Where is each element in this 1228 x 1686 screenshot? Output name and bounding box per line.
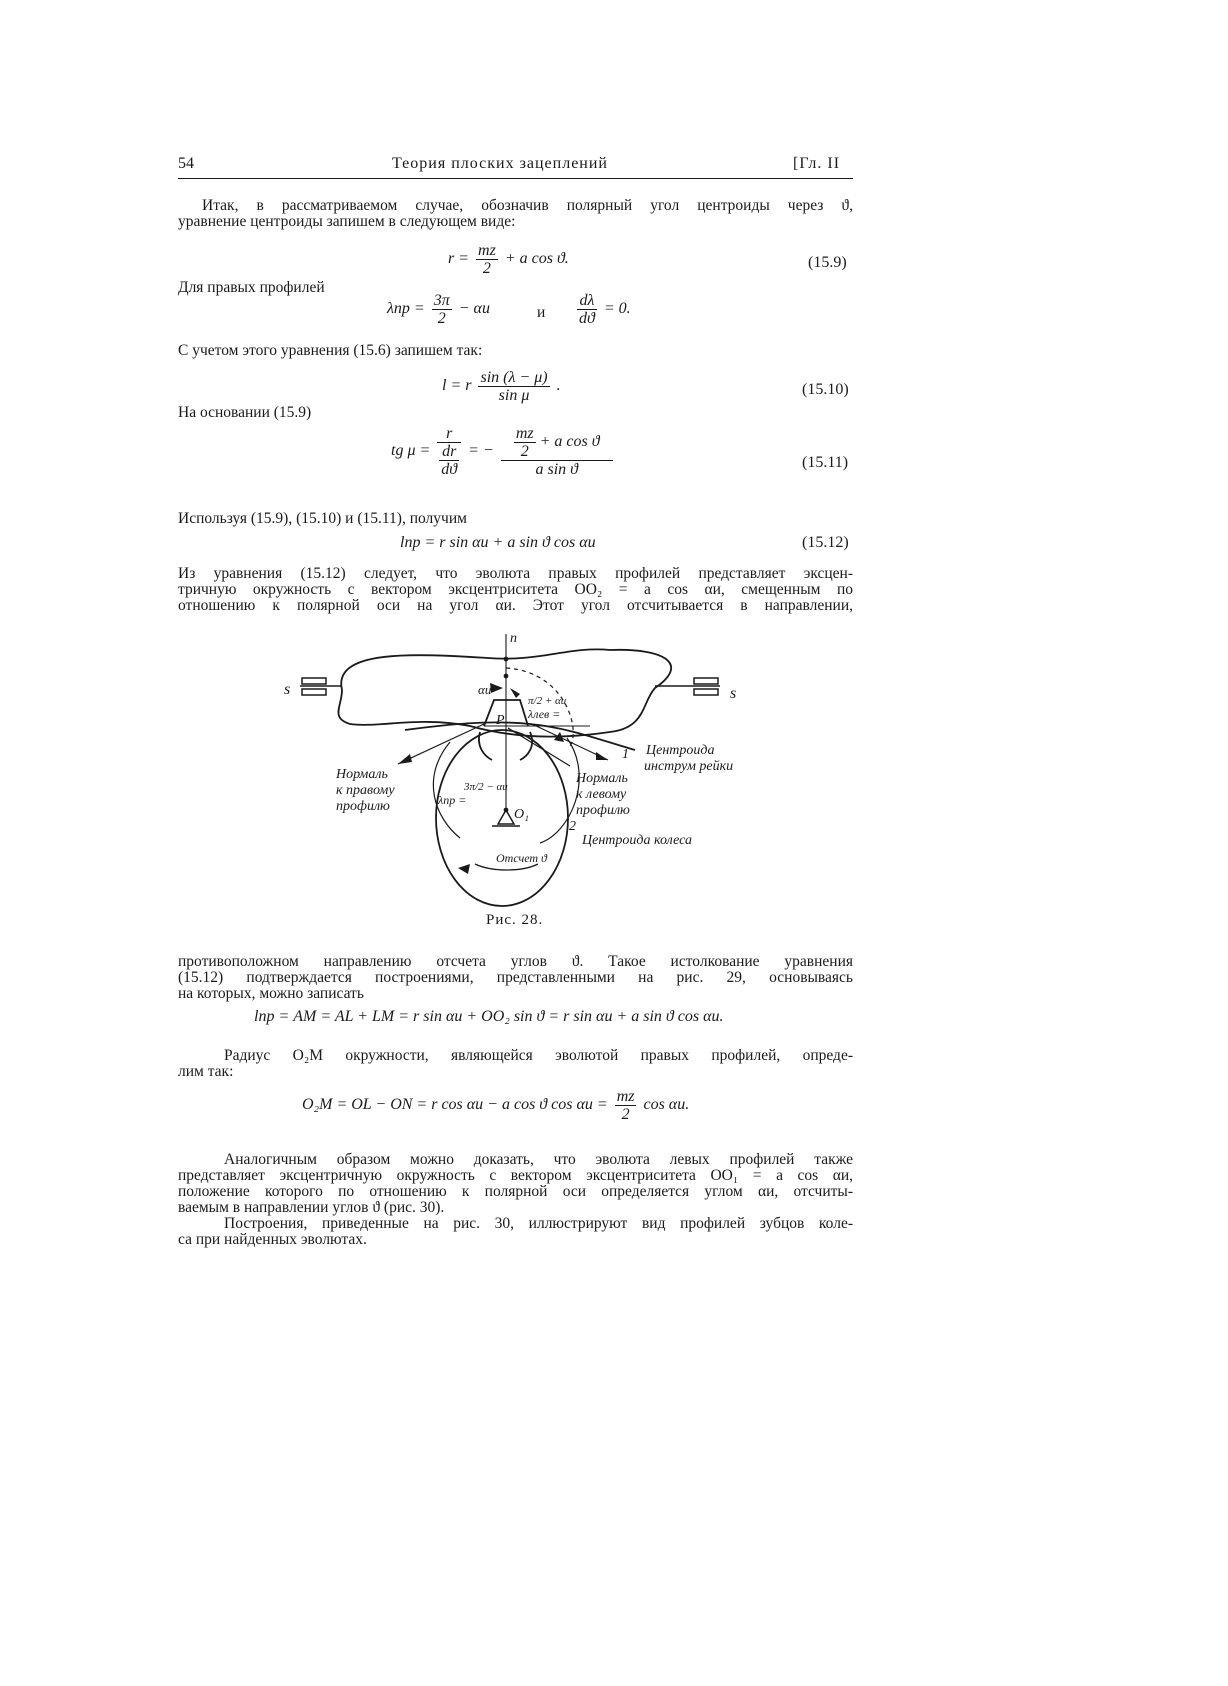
paragraph-line: лим так:: [178, 1063, 234, 1080]
equation-o2m: O₂M = OL − ON = r cos αи − a cos ϑ cos αи = $\frac{mz}{2}$ cos αи.: [302, 1088, 690, 1123]
equation-lpr-am: lпр = AM = AL + LM = r sin αи + OO₂ sin ϑ = r sin αи + a sin ϑ cos αи.: [254, 1008, 724, 1025]
page-number: 54: [178, 155, 194, 172]
equation-lambda-right: λпр = $\frac{3\pi}{2}$ − αи: [387, 292, 490, 327]
label-alpha: αи: [478, 682, 492, 697]
paragraph-line: противоположном направлению отсчета углов ϑ. Такое истолкование уравнения: [178, 953, 853, 970]
figure-28: [270, 628, 790, 913]
paragraph-line: са при найденных эволютах.: [178, 1231, 367, 1248]
label-normal-right-2: к правому: [336, 783, 395, 798]
equation-dlambda: $\frac{d\lambda}{dϑ}$ = 0.: [579, 292, 631, 327]
paragraph-line: Построения, приведенные на рис. 30, иллюстрируют вид профилей зубцов коле-: [224, 1215, 853, 1232]
running-title: Теория плоских зацеплений: [392, 155, 608, 172]
conjunction: и: [537, 304, 546, 321]
paragraph-line: Для правых профилей: [178, 279, 325, 296]
label-s-right: s: [730, 685, 737, 702]
equation-number: (15.12): [802, 534, 849, 551]
rack-outline: [338, 649, 671, 736]
label-normal-left-3: профилю: [576, 803, 630, 818]
paragraph-line: На основании (15.9): [178, 404, 312, 421]
paragraph-line: представляет эксцентричную окружность с вектором эксцентриситета OO₁ = a cos αи,: [178, 1167, 853, 1184]
figure-caption: Рис. 28.: [486, 912, 544, 928]
paragraph-line: Радиус O₂M окружности, являющейся эволютой правых профилей, опреде-: [224, 1047, 853, 1064]
paragraph-line: Из уравнения (15.12) следует, что эволюта правых профилей представляет эксцен-: [178, 565, 853, 582]
label-s-left: s: [284, 681, 291, 698]
label-centroid-wheel: Центроида колеса: [582, 833, 692, 848]
label-lambda-left-frac: π/2 + αи: [528, 695, 567, 707]
label-P: P: [496, 713, 505, 728]
paragraph-line: Аналогичным образом можно доказать, что эволюта левых профилей также: [224, 1151, 853, 1168]
equation-number: (15.11): [802, 454, 849, 471]
paragraph-line: (15.12) подтверждается построениями, представленными на рис. 29, основываясь: [178, 969, 853, 986]
equation-15-11: tg μ = $\frac{r}{\frac{dr}{dϑ}}$ = − $\frac{mz}{2}$ + a cos ϑ a sin ϑ: [391, 425, 616, 478]
rack-centroid-curve: [405, 722, 635, 750]
label-O1: O₁: [514, 807, 529, 822]
label-lambda-left: λлев =: [528, 707, 561, 721]
paragraph-line: Используя (15.9), (15.10) и (15.11), получим: [178, 510, 467, 527]
label-lambda-right-frac: 3π/2 − αи: [464, 781, 508, 793]
paragraph-line: С учетом этого уравнения (15.6) запишем так:: [178, 342, 483, 359]
equation-15-9: r = $\frac{mz}{2}$ + a cos ϑ.: [448, 242, 569, 277]
label-normal-left-1: Нормаль: [576, 771, 628, 786]
label-normal-right-1: Нормаль: [336, 767, 388, 782]
label-normal-right-3: профилю: [336, 799, 390, 814]
label-normal-left-2: к левому: [576, 787, 627, 802]
header-rule: [178, 178, 853, 179]
label-centroid-rack-1: Центроида: [646, 743, 715, 758]
label-n: n: [510, 631, 517, 646]
label-lambda-right: λпр =: [438, 793, 467, 807]
equation-number: (15.9): [808, 254, 847, 271]
paragraph-line: уравнение центроиды запишем в следующем виде:: [178, 213, 516, 230]
chapter-marker: [Гл. II: [793, 155, 841, 172]
paragraph-line: на которых, можно записать: [178, 985, 364, 1002]
paragraph-line: положение которого по отношению к полярной оси определяется углом αи, отсчиты-: [178, 1183, 853, 1200]
label-count: Отсчет ϑ: [496, 851, 547, 865]
equation-15-10: l = r $\frac{\sin (\lambda - \mu)}{\text{sin μ}}$ .: [442, 369, 561, 404]
equation-number: (15.10): [802, 381, 849, 398]
equation-15-12: lпр = r sin αи + a sin ϑ cos αи: [400, 534, 596, 551]
label-1: 1: [622, 747, 629, 762]
paragraph-line: отношению к полярной оси на угол αи. Этот угол отсчитывается в направлении,: [178, 597, 853, 614]
label-centroid-rack-2: инструм рейки: [644, 759, 734, 774]
paragraph-line: тричную окружность с вектором эксцентриситета OO₂ = a cos αи, смещенным по: [178, 581, 853, 598]
label-2: 2: [569, 819, 576, 834]
paragraph-line: Итак, в рассматриваемом случае, обозначив полярный угол центроиды через ϑ,: [202, 197, 853, 214]
paragraph-line: ваемым в направлении углов ϑ (рис. 30).: [178, 1199, 445, 1216]
